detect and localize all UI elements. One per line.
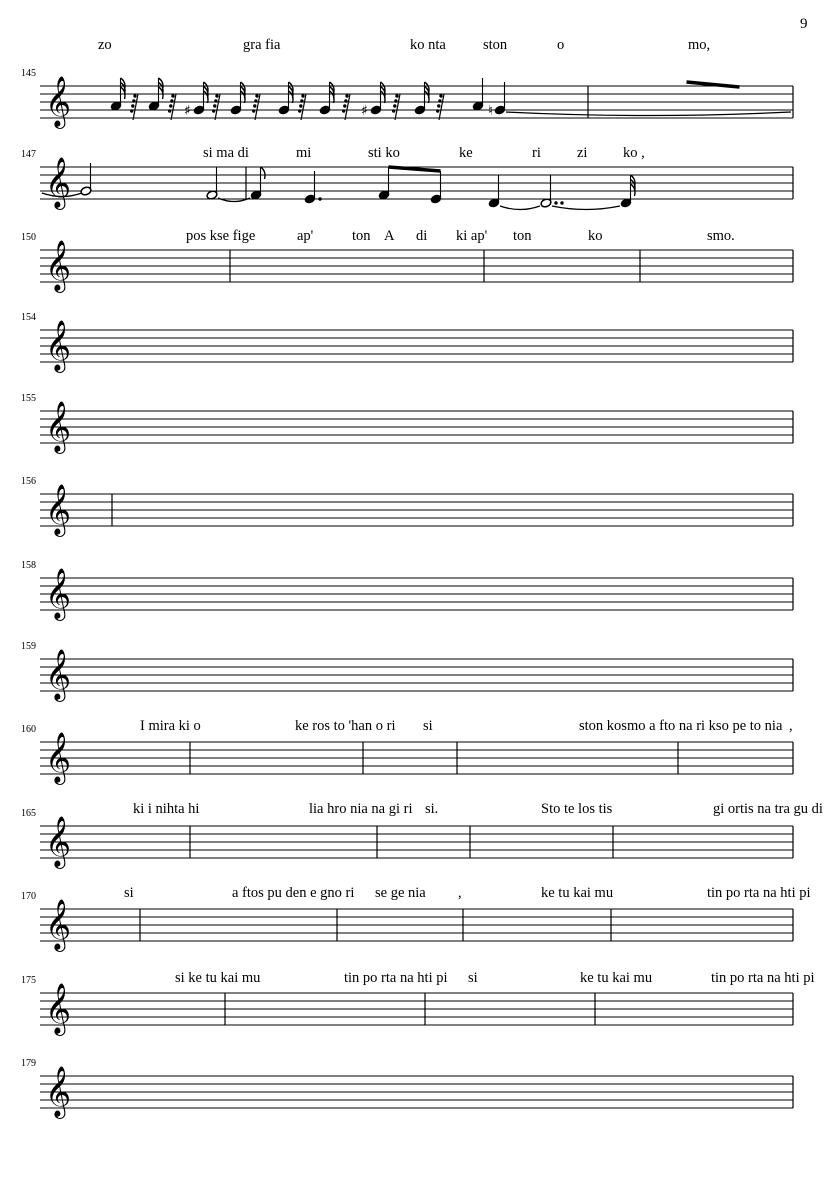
lyric-syllable: A	[384, 228, 395, 244]
treble-clef-icon: 𝄞	[45, 568, 72, 619]
rest-dot	[169, 104, 172, 107]
natural-icon: ♮	[488, 103, 494, 119]
rest-dot	[168, 109, 171, 112]
lyric-syllable: di	[416, 228, 428, 244]
measure-number: 170	[21, 891, 36, 902]
treble-clef-icon: 𝄞	[45, 816, 72, 867]
tie	[552, 206, 620, 210]
rest-dot	[436, 109, 439, 112]
lyric-syllable: se ge nia	[375, 885, 426, 901]
lyric-syllable: ,	[789, 718, 793, 734]
rest-dot	[253, 104, 256, 107]
rest-dot	[170, 99, 173, 102]
lyric-syllable: mi	[296, 145, 312, 161]
staff-system	[40, 401, 793, 454]
treble-clef-icon: 𝄞	[45, 401, 72, 452]
staff-system	[40, 983, 793, 1036]
measure-number: 154	[21, 312, 36, 323]
lyric-syllable: ton	[352, 228, 371, 244]
lyric-syllable: ston kosmo a fto na ri kso pe to nia	[579, 718, 783, 734]
lyric-syllable: lia hro nia na gi ri	[309, 801, 413, 817]
treble-clef-icon: 𝄞	[45, 732, 72, 783]
rest-dot	[171, 94, 174, 97]
lyric-syllable: I mira ki o	[140, 718, 201, 734]
treble-clef-icon: 𝄞	[45, 649, 72, 700]
lyric-syllable: a ftos pu den e gno ri	[232, 885, 355, 901]
lyric-syllable: si ke tu kai mu	[175, 970, 261, 986]
rest-dot	[132, 99, 135, 102]
staff-system	[40, 484, 793, 537]
lyric-syllable: zi	[577, 145, 588, 161]
lyric-syllable: ki i nihta hi	[133, 801, 200, 817]
staff-system	[40, 899, 793, 952]
rest-dot	[255, 94, 258, 97]
treble-clef-icon: 𝄞	[45, 1066, 72, 1117]
sharp-icon: ♯	[184, 103, 191, 119]
measure-number: 158	[21, 560, 36, 571]
lyric-syllable: ston	[483, 37, 508, 53]
rest-dot	[394, 99, 397, 102]
rest-dot	[439, 94, 442, 97]
lyric-syllable: tin po rta na hti pi	[711, 970, 815, 986]
tie	[506, 112, 791, 116]
lyric-syllable: ko ,	[623, 145, 645, 161]
staff-system	[40, 732, 793, 785]
treble-clef-icon: 𝄞	[45, 320, 72, 371]
staff-system	[40, 240, 793, 293]
rest-dot	[133, 94, 136, 97]
lyric-syllable: si	[423, 718, 433, 734]
notes-145	[110, 78, 791, 120]
rest-dot	[252, 109, 255, 112]
staff-system	[40, 568, 793, 621]
staff-system	[40, 1066, 793, 1119]
rest-dot	[301, 94, 304, 97]
measure-number: 160	[21, 724, 36, 735]
rest-dot	[345, 94, 348, 97]
sharp-icon: ♯	[361, 103, 368, 119]
lyric-syllable: sti ko	[368, 145, 400, 161]
lyric-syllable: Sto te los tis	[541, 801, 613, 817]
rest-dot	[393, 104, 396, 107]
measure-number: 145	[21, 68, 36, 79]
rest-dot	[215, 94, 218, 97]
lyric-syllable: ke	[459, 145, 473, 161]
lyric-syllable: si ma di	[203, 145, 249, 161]
lyric-syllable: ap'	[297, 228, 314, 244]
lyric-syllable: tin po rta na hti pi	[707, 885, 811, 901]
measure-number: 159	[21, 641, 36, 652]
lyric-syllable: mo,	[688, 37, 711, 53]
lyric-syllable: gra fia	[243, 37, 281, 53]
rest-dot	[213, 104, 216, 107]
augmentation-dot	[318, 197, 321, 200]
lyric-syllable: ke ros to 'han o ri	[295, 718, 396, 734]
lyric-syllable: ki ap'	[456, 228, 488, 244]
notes-147	[42, 163, 635, 210]
treble-clef-icon: 𝄞	[45, 76, 72, 127]
measure-number: 156	[21, 476, 36, 487]
augmentation-dot	[554, 201, 557, 204]
measure-number: 150	[21, 232, 36, 243]
augmentation-dot	[560, 201, 563, 204]
rest-dot	[437, 104, 440, 107]
tie	[218, 198, 250, 202]
lyric-syllable: ton	[513, 228, 532, 244]
lyric-syllable: ko	[588, 228, 603, 244]
rest-dot	[298, 109, 301, 112]
page-number: 9	[800, 16, 808, 32]
treble-clef-icon: 𝄞	[45, 484, 72, 535]
rest-dot	[214, 99, 217, 102]
measure-number: 165	[21, 808, 36, 819]
lyric-syllable: o	[557, 37, 565, 53]
rest-dot	[212, 109, 215, 112]
staff-system	[40, 320, 793, 373]
measure-number: 179	[21, 1058, 36, 1069]
lyric-syllable: ,	[458, 885, 462, 901]
lyric-syllable: ke tu kai mu	[580, 970, 653, 986]
beam	[389, 167, 441, 171]
note-flag	[261, 167, 266, 179]
rest-dot	[395, 94, 398, 97]
rest-dot	[254, 99, 257, 102]
measure-number: 175	[21, 975, 36, 986]
rest-dot	[343, 104, 346, 107]
lyric-syllable: si	[124, 885, 134, 901]
lyric-syllable: si	[468, 970, 478, 986]
rest-dot	[342, 109, 345, 112]
staff-system	[40, 816, 793, 869]
staff-system	[40, 157, 793, 210]
lyric-syllable: zo	[98, 37, 112, 53]
tie	[500, 206, 540, 210]
treble-clef-icon: 𝄞	[45, 983, 72, 1034]
rest-dot	[344, 99, 347, 102]
treble-clef-icon: 𝄞	[45, 899, 72, 950]
lyric-syllable: smo.	[707, 228, 735, 244]
lyric-syllable: gi ortis na tra gu di	[713, 801, 823, 817]
lyric-syllable: si.	[425, 801, 439, 817]
lyric-syllable: pos kse fige	[186, 228, 256, 244]
staff-system	[40, 649, 793, 702]
measure-number: 147	[21, 149, 36, 160]
lyric-syllable: ko nta	[410, 37, 446, 53]
rest-dot	[300, 99, 303, 102]
treble-clef-icon: 𝄞	[45, 157, 72, 208]
lyric-syllable: tin po rta na hti pi	[344, 970, 448, 986]
measure-number: 155	[21, 393, 36, 404]
treble-clef-icon: 𝄞	[45, 240, 72, 291]
rest-dot	[438, 99, 441, 102]
rest-dot	[392, 109, 395, 112]
rest-dot	[299, 104, 302, 107]
rest-dot	[130, 109, 133, 112]
lyric-syllable: ri	[532, 145, 541, 161]
rest-dot	[131, 104, 134, 107]
lyric-syllable: ke tu kai mu	[541, 885, 614, 901]
